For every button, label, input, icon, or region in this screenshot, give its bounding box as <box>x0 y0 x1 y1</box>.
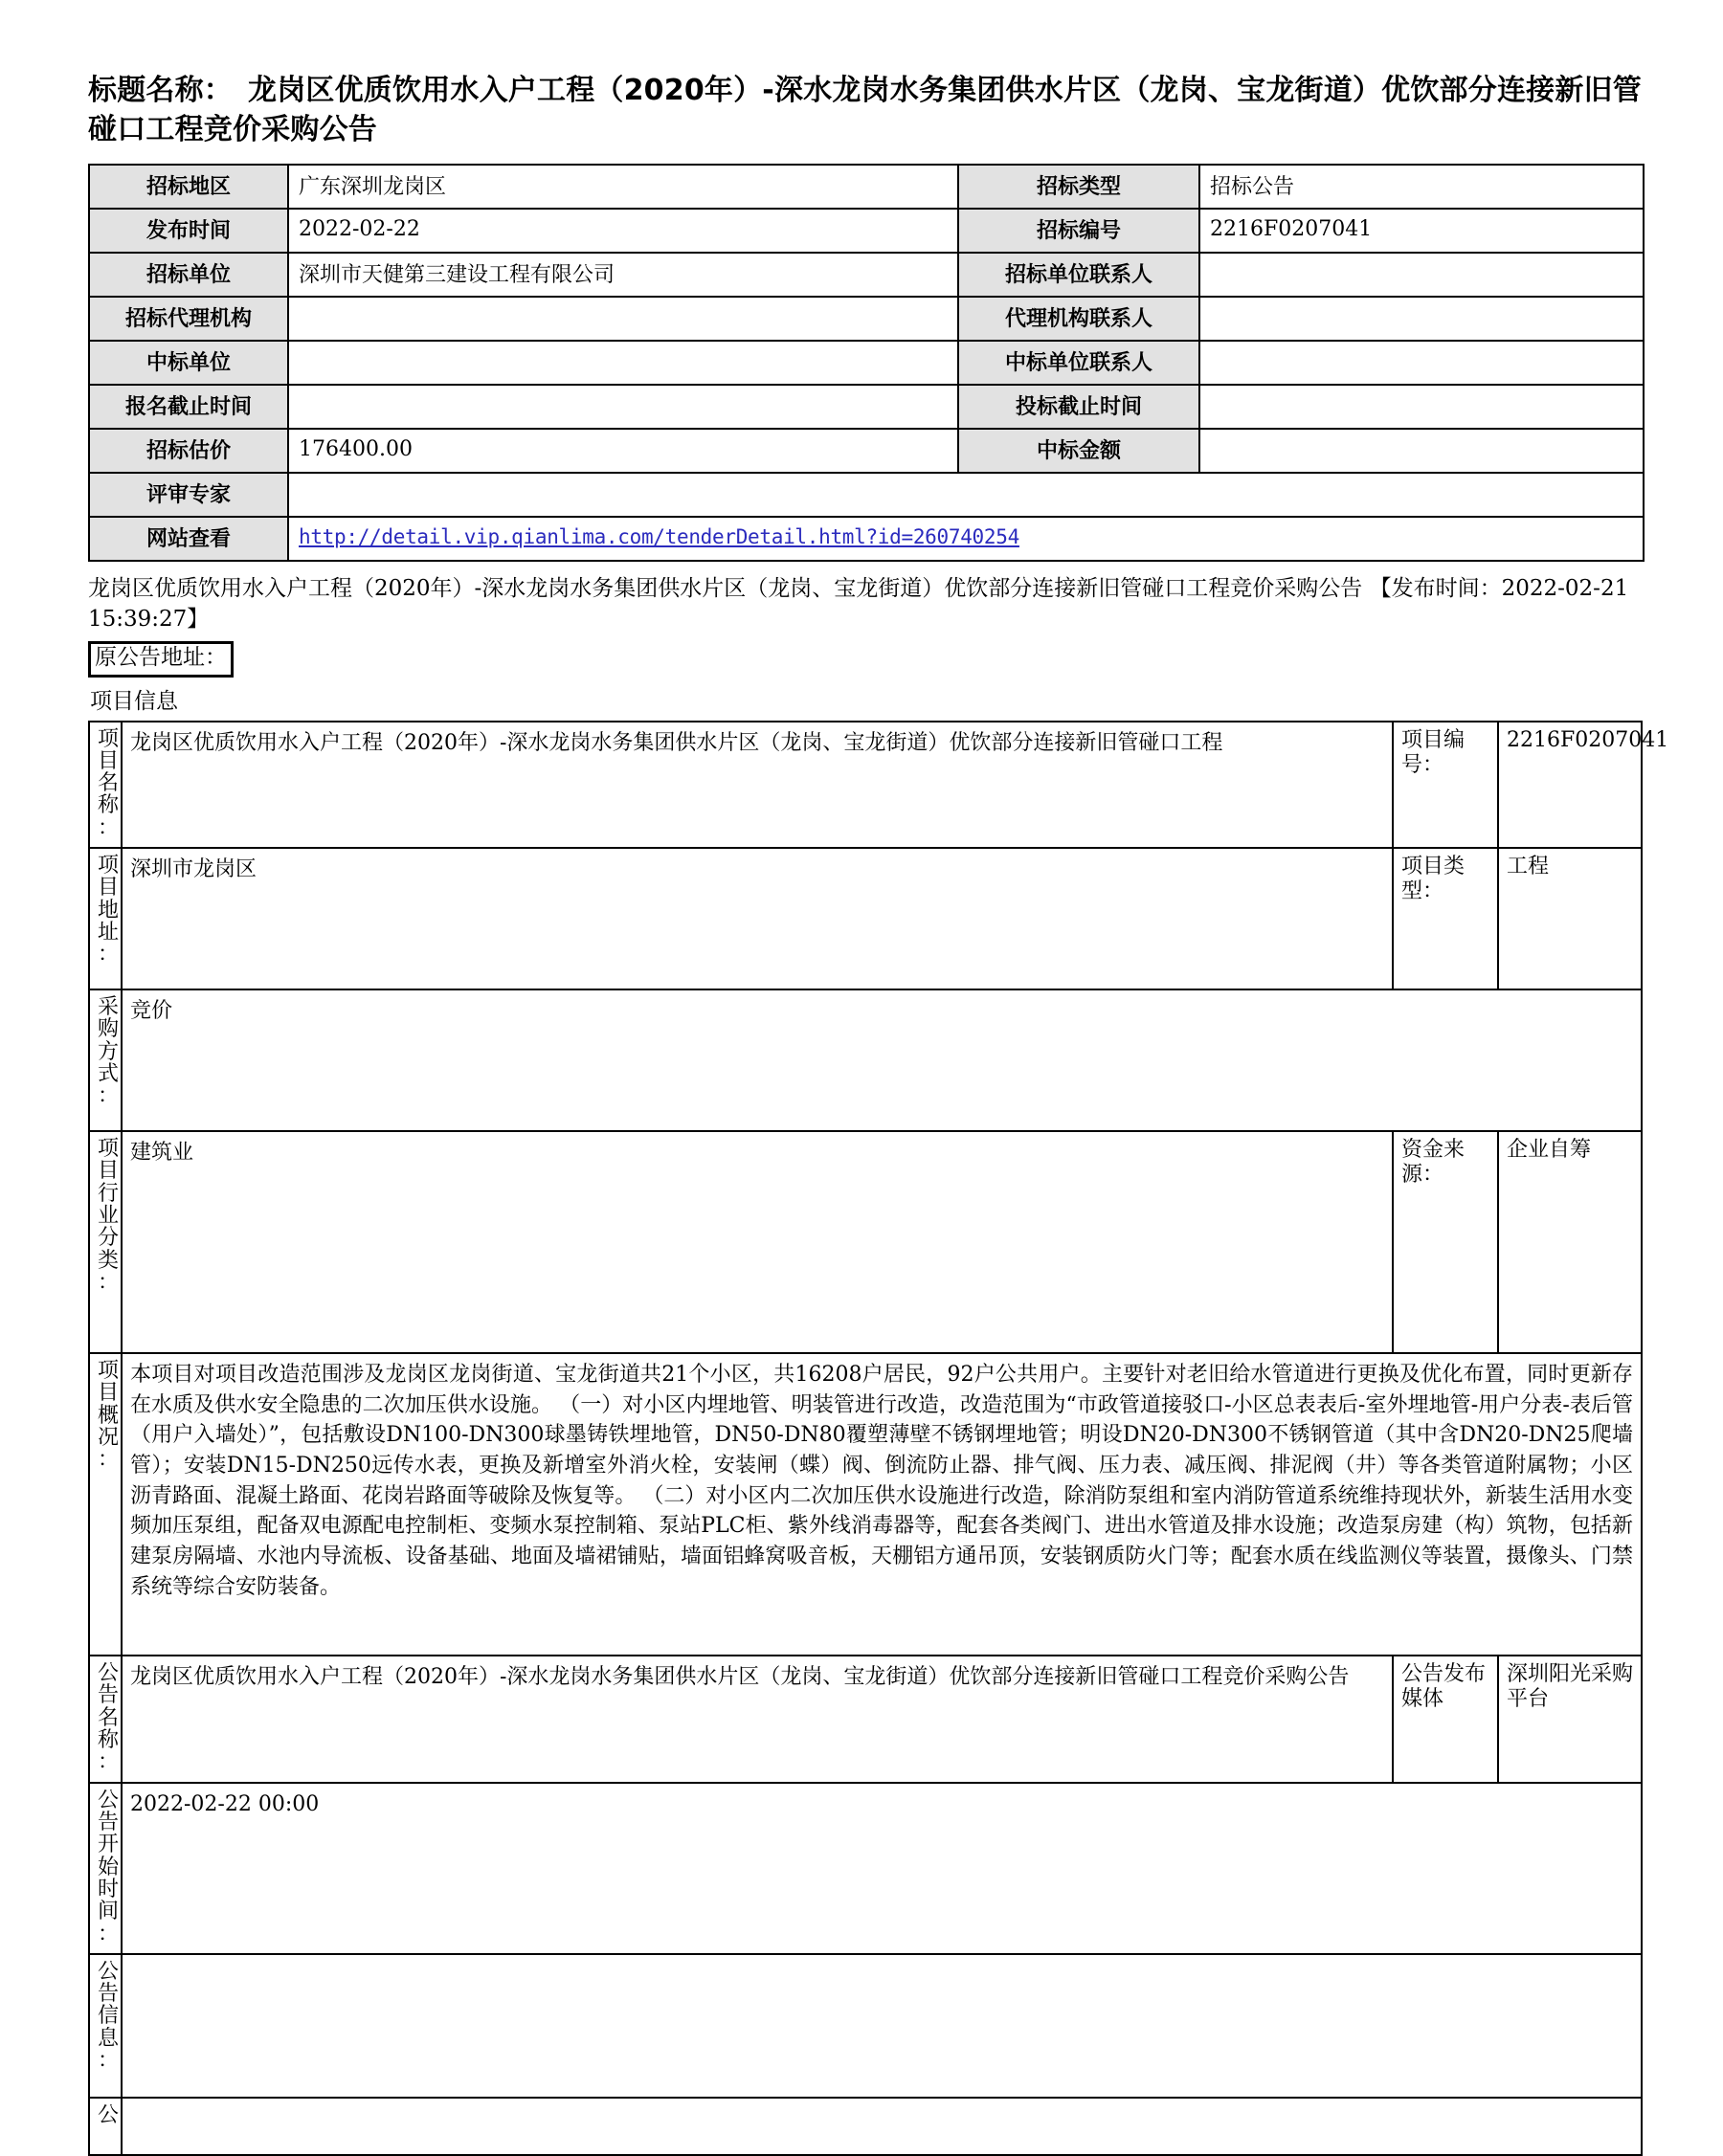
detail-label-announcement-start: 公 告 开 始 时 间 ： <box>89 1783 122 1954</box>
overview-text: 本项目对项目改造范围涉及龙岗区龙岗街道、宝龙街道共21个小区，共16208户居民，92户公共用户。主要针对老旧给水管道进行更换及优化布置，同时更新存在水质及供水安全隐患的二次加压供水设施。 （一）对小区内埋地管、明装管进行改造，改造范围为“市政管道接驳口-小区总表表后-室外埋地管-用户分表-表后管（用户入墙处）”，包括敷设DN100-DN300球墨铸铁埋地管，DN50-DN80覆塑薄壁不锈钢埋地管；明设DN20-DN300不锈钢管道（其中含DN20-DN25爬墙管）；安装DN15-DN250远传水表，更换及新增室外消火栓，安装闸（蝶）阀、倒流防止器、排气阀、压力表、减压阀、排泥阀（井）等各类管道附属物；小区沥青路面、混凝土路面、花岗岩路面等破除及恢复等。 （二）对小区内二次加压供水设施进行改造，除消防泵组和室内消防管道系统维持现状外，新装生活用水变频加压泵组，配备双电源配电控制柜、变频水泵控制箱、泵站PLC柜、紫外线消毒器等，配套各类阀门、进出水管道及排水设施；改造泵房建（构）筑物，包括新建泵房隔墙、水池内导流板、设备基础、地面及墙裙铺贴，墙面铝蜂窝吸音板，天棚铝方通吊顶，安装钢质防火门等；配套水质在线监测仪等装置，摄像头、门禁系统等综合安防装备。 <box>130 1363 1633 1599</box>
detail-label-overview: 项 目 概 况 ： <box>89 1353 122 1656</box>
table-row <box>89 1954 1642 2098</box>
meta-value-agency <box>288 297 958 341</box>
meta-key-winner-unit: 中标单位 <box>89 341 288 385</box>
table-row <box>89 2098 1642 2155</box>
meta-key-tender-contact: 招标单位联系人 <box>958 253 1199 297</box>
meta-value-bid-deadline <box>1199 385 1644 429</box>
tender-summary-table <box>88 164 1645 562</box>
meta-value-tender-number: 2216F0207041 <box>1199 209 1644 253</box>
table-row <box>89 848 1642 989</box>
detail-value-purchase-method: 竞价 <box>122 989 1642 1131</box>
table-row <box>89 989 1642 1131</box>
detail-label-announcement-clipped: 公 <box>89 2098 122 2155</box>
table-row <box>89 1131 1642 1353</box>
detail-label-announcement-info: 公 告 信 息 ： <box>89 1954 122 2098</box>
detail-label-industry: 项 目 行 业 分 类 ： <box>89 1131 122 1353</box>
detail-value-announcement-info <box>122 1954 1642 2098</box>
detail-value-announcement-media: 深圳阳光采购平台 <box>1498 1656 1642 1783</box>
table-row <box>89 341 1644 385</box>
detail-label-announcement-media: 公告发布媒体 <box>1393 1656 1498 1783</box>
meta-value-review-experts <box>288 473 1644 517</box>
detail-label-project-type: 项目类型： <box>1393 848 1498 989</box>
meta-key-tender-type: 招标类型 <box>958 165 1199 209</box>
detail-value-project-name: 龙岗区优质饮用水入户工程（2020年）-深水龙岗水务集团供水片区（龙岗、宝龙街道）优饮部分连接新旧管碰口工程 <box>122 722 1393 849</box>
meta-key-signup-deadline: 报名截止时间 <box>89 385 288 429</box>
meta-value-winner-contact <box>1199 341 1644 385</box>
origin-url-label: 原公告地址： <box>88 641 234 677</box>
meta-key-website: 网站查看 <box>89 517 288 561</box>
table-row <box>89 385 1644 429</box>
detail-label-purchase-method: 采 购 方 式 ： <box>89 989 122 1131</box>
table-row <box>89 429 1644 473</box>
detail-label-announcement-name: 公 告 名 称 ： <box>89 1656 122 1783</box>
meta-value-winner-unit <box>288 341 958 385</box>
meta-key-agency: 招标代理机构 <box>89 297 288 341</box>
table-row <box>89 722 1642 849</box>
announcement-intro-paragraph: 龙岗区优质饮用水入户工程（2020年）-深水龙岗水务集团供水片区（龙岗、宝龙街道）优饮部分连接新旧管碰口工程竞价采购公告 【发布时间：2022-02-21 15:39:27】 <box>88 575 1629 633</box>
meta-value-estimate: 176400.00 <box>288 429 958 473</box>
detail-value-announcement-start: 2022-02-22 00:00 <box>122 1783 1642 1954</box>
meta-key-winner-contact: 中标单位联系人 <box>958 341 1199 385</box>
table-row <box>89 1353 1642 1656</box>
table-row <box>89 1783 1642 1954</box>
table-row <box>89 473 1644 517</box>
table-row <box>89 165 1644 209</box>
detail-value-announcement-clipped <box>122 2098 1642 2155</box>
detail-value-fund-source: 企业自筹 <box>1498 1131 1642 1353</box>
meta-value-agency-contact <box>1199 297 1644 341</box>
detail-label-fund-source: 资金来源： <box>1393 1131 1498 1353</box>
detail-value-announcement-name: 龙岗区优质饮用水入户工程（2020年）-深水龙岗水务集团供水片区（龙岗、宝龙街道）优饮部分连接新旧管碰口工程竞价采购公告 <box>122 1656 1393 1783</box>
detail-value-project-address: 深圳市龙岗区 <box>122 848 1393 989</box>
table-row <box>89 209 1644 253</box>
detail-value-industry: 建筑业 <box>122 1131 1393 1353</box>
project-info-section-label: 项目信息 <box>90 688 178 714</box>
meta-value-website <box>288 517 1644 561</box>
meta-key-region: 招标地区 <box>89 165 288 209</box>
meta-value-signup-deadline <box>288 385 958 429</box>
detail-value-project-code: 2216F0207041 <box>1498 722 1642 849</box>
detail-value-overview <box>122 1353 1642 1656</box>
meta-value-tender-unit: 深圳市天健第三建设工程有限公司 <box>288 253 958 297</box>
title-label: 标题名称： <box>88 74 233 107</box>
meta-value-publish-time: 2022-02-22 <box>288 209 958 253</box>
meta-key-review-experts: 评审专家 <box>89 473 288 517</box>
detail-url-link[interactable]: http://detail.vip.qianlima.com/tenderDetail.html?id=260740254 <box>299 525 1019 549</box>
meta-key-tender-unit: 招标单位 <box>89 253 288 297</box>
table-row <box>89 297 1644 341</box>
meta-key-tender-number: 招标编号 <box>958 209 1199 253</box>
meta-value-award-amount <box>1199 429 1644 473</box>
meta-value-tender-contact <box>1199 253 1644 297</box>
detail-value-project-type: 工程 <box>1498 848 1642 989</box>
meta-key-award-amount: 中标金额 <box>958 429 1199 473</box>
table-row <box>89 253 1644 297</box>
detail-label-project-code: 项目编号： <box>1393 722 1498 849</box>
meta-value-region: 广东深圳龙岗区 <box>288 165 958 209</box>
meta-key-bid-deadline: 投标截止时间 <box>958 385 1199 429</box>
page-title <box>88 71 1646 150</box>
table-row <box>89 1656 1642 1783</box>
project-detail-table <box>88 721 1669 2156</box>
title-text: 龙岗区优质饮用水入户工程（2020年）-深水龙岗水务集团供水片区（龙岗、宝龙街道）优饮部分连接新旧管碰口工程竞价采购公告 <box>88 74 1642 147</box>
meta-key-agency-contact: 代理机构联系人 <box>958 297 1199 341</box>
table-row <box>89 517 1644 561</box>
meta-value-tender-type: 招标公告 <box>1199 165 1644 209</box>
meta-key-publish-time: 发布时间 <box>89 209 288 253</box>
detail-label-project-address: 项 目 地 址 ： <box>89 848 122 989</box>
meta-key-estimate: 招标估价 <box>89 429 288 473</box>
detail-label-project-name: 项 目 名 称 ： <box>89 722 122 849</box>
